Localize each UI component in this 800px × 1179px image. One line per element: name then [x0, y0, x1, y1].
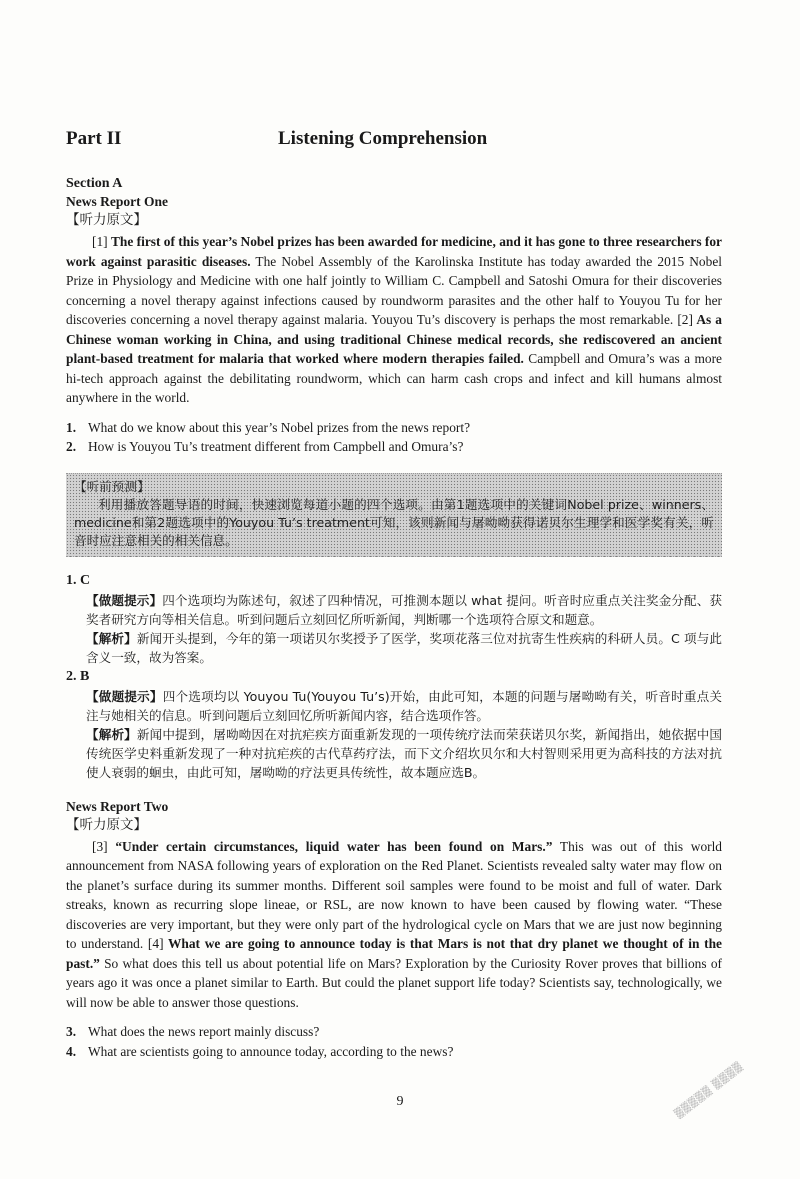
analysis-label: 【解析】 — [86, 726, 137, 742]
question-4 — [66, 1042, 722, 1062]
report1-tag: 【听力原文】 — [66, 212, 147, 228]
question-number: 2. — [66, 439, 77, 454]
answer-number: 1. — [66, 572, 77, 588]
question-number: 3. — [66, 1024, 77, 1039]
marker-3: [3] — [92, 838, 108, 854]
questions-1 — [66, 418, 722, 457]
part-label: Part II — [66, 128, 122, 149]
report2-heading: News Report Two — [66, 798, 169, 814]
section-heading: Section A — [66, 176, 123, 191]
predict-text: 利用播放答题导语的时间，快速浏览每道小题的四个选项。由第1题选项中的关键词Nobel prize、winners、medicine和第2题选项中的Youyou Tu’s treatment可知，该则新闻与屠呦呦获得诺贝尔生理学和医学奖有关，听音时应注意相关的相关信息。 — [74, 496, 714, 548]
question-text: What do we know about this year’s Nobel prizes from the news report? — [88, 419, 471, 435]
question-text: What are scientists going to announce today, according to the news? — [88, 1043, 454, 1059]
answer-letter: C — [80, 572, 91, 588]
marker-1: [1] — [92, 234, 108, 249]
text-1: The Nobel Assembly of the Karolinska Institute has today awarded the 2015 Nobel Prize in Physiology and Medicine with one half jointly to William C. Campbell and Satoshi Omura for their discoveries concerning a novel therapy against infections caused by roundworm parasites and the other half to Youyou Tu for her discoveries concerning a novel therapy against malaria. Youyou Tu’s discovery is perhaps the most remarkable. — [66, 253, 722, 327]
page-content — [66, 128, 722, 1061]
answer-1-heading — [66, 571, 722, 591]
report1-heading: News Report One — [66, 194, 168, 209]
answer-number: 2. — [66, 668, 77, 684]
report1-transcript — [66, 232, 722, 408]
tip-label: 【做题提示】 — [86, 592, 163, 608]
answer-2 — [66, 667, 722, 782]
answer-2-explanation — [86, 687, 722, 782]
watermark-graphic: ▒▒▒▒▒ ▒▒▒▒ — [673, 1060, 746, 1121]
tip-label: 【做题提示】 — [86, 688, 163, 704]
marker-2: [2] — [677, 312, 693, 327]
answers-section — [66, 571, 722, 782]
part-header — [66, 128, 722, 168]
pre-listening-prediction-box — [66, 473, 722, 557]
marker-4: [4] — [147, 936, 164, 951]
question-number: 1. — [66, 419, 77, 435]
answer-2-heading — [66, 667, 722, 687]
question-2 — [66, 437, 722, 457]
answer-letter: B — [80, 668, 90, 684]
bold-sentence-2: As a Chinese woman working in China, and using traditional Chinese medical records, she rediscovered an ancient plant-based treatment for malaria that worked where modern therapies failed. — [66, 312, 722, 366]
question-1 — [66, 418, 722, 438]
report2-tag: 【听力原文】 — [66, 816, 147, 833]
bold-sentence-3: “Under certain circumstances, liquid water has been found on Mars.” — [107, 838, 553, 854]
report2-transcript — [66, 837, 722, 1013]
question-text: What does the news report mainly discuss? — [88, 1024, 320, 1039]
answer-1 — [66, 571, 722, 667]
question-number: 4. — [66, 1043, 77, 1059]
bold-sentence-1: The first of this year’s Nobel prizes has been awarded for medicine, and it has gone to three researchers for work against parasitic diseases. — [66, 234, 722, 269]
text-4: So what does this tell us about potential life on Mars? Exploration by the Curiosity Rover proves that billions of years ago it was once a planet similar to Earth. But could the planet support life today? Scientists say, technologically, we will now be able to answer those questions. — [66, 955, 722, 1010]
tip-text: 四个选项均以 Youyou Tu(Youyou Tu’s)开始，由此可知，本题的问题与屠呦呦有关，听音时重点关注与她相关的信息。听到问题后立刻回忆所听新闻内容，结合选项作答。 — [86, 688, 723, 723]
analysis-label: 【解析】 — [86, 630, 137, 646]
answer-1-explanation — [86, 591, 722, 667]
page-number: 9 — [396, 1094, 404, 1109]
bold-sentence-4: What we are going to announce today is that Mars is not that dry planet we thought of in the past.” — [66, 936, 722, 971]
tip-text: 四个选项均为陈述句，叙述了四种情况，可推测本题以 what 提问。听音时应重点关注奖金分配、获奖者研究方向等相关信息。听到问题后立刻回忆所听新闻，判断哪一个选项符合原文和题意。 — [86, 592, 723, 627]
part-title: Listening Comprehension — [278, 128, 488, 149]
analysis-text: 新闻中提到，屠呦呦因在对抗疟疾方面重新发现的一项传统疗法而荣获诺贝尔奖，新闻指出，她依据中国传统医学史料重新发现了一种对抗疟疾的古代草药疗法，而下文介绍坎贝尔和大村智则采用更为高科技的方法对抗使人衰弱的蛔虫，由此可知，屠呦呦的疗法更具传统性，故本题应选B。 — [86, 726, 723, 780]
questions-2 — [66, 1022, 722, 1061]
text-3: This was out of this world announcement from NASA following years of exploration on the Red Planet. Scientists revealed salty water may flow on the planet’s surface during its summer months. Different soil samples were found to be moist and full of water. Dark streaks, known as recurring slope lineae, or RSL, are now known to have been caused by flowing water. “These discoveries are very important, but they were only part of the hydrological cycle on Mars that we are just now beginning to understand. — [66, 838, 723, 951]
question-text: How is Youyou Tu’s treatment different from Campbell and Omura’s? — [88, 439, 464, 454]
question-3 — [66, 1022, 722, 1042]
text-2: Campbell and Omura’s was a more hi-tech approach against the debilitating roundworm, which can harm cash crops and infect and kill humans almost anywhere in the world. — [66, 351, 722, 405]
predict-tag: 【听前预测】 — [74, 478, 150, 494]
analysis-text: 新闻开头提到，今年的第一项诺贝尔奖授予了医学，奖项花落三位对抗寄生性疾病的科研人员。C 项与此含义一致，故为答案。 — [86, 630, 723, 665]
